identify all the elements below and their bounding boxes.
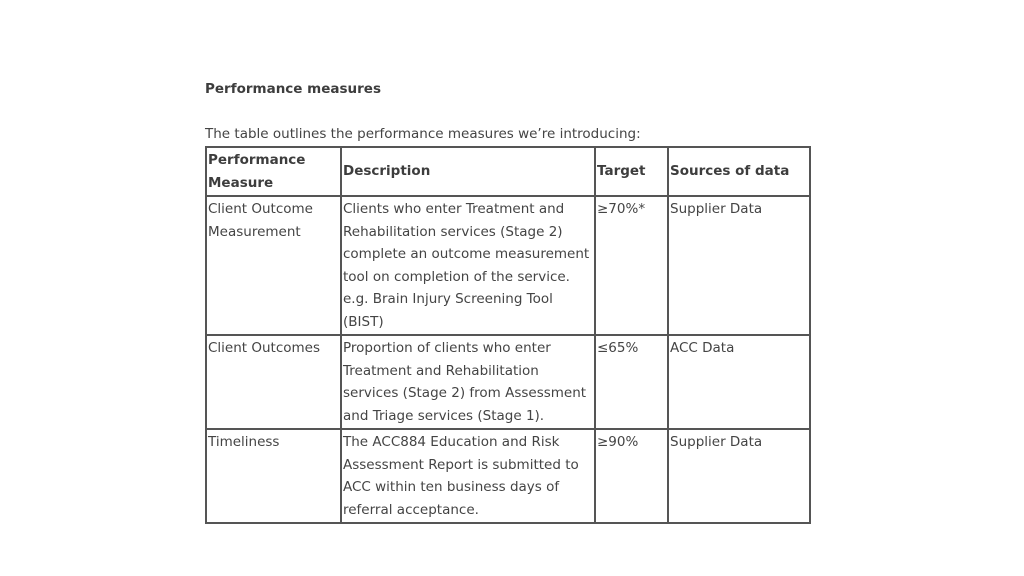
cell-source: Supplier Data (668, 429, 810, 523)
performance-measures-table (205, 146, 811, 524)
cell-description: The ACC884 Education and Risk Assessment Report is submitted to ACC within ten business days of referral acceptance. (341, 429, 595, 523)
table-header-row (206, 147, 810, 196)
header-target: Target (595, 147, 668, 196)
cell-measure: Client Outcomes (206, 335, 341, 429)
header-sources-of-data: Sources of data (668, 147, 810, 196)
table-row (206, 429, 810, 523)
header-performance-measure: Performance Measure (206, 147, 341, 196)
section-intro: The table outlines the performance measures we’re introducing: (205, 126, 641, 142)
cell-measure: Timeliness (206, 429, 341, 523)
cell-measure: Client Outcome Measurement (206, 196, 341, 335)
table-row (206, 196, 810, 335)
cell-source: ACC Data (668, 335, 810, 429)
cell-description: Proportion of clients who enter Treatment and Rehabilitation services (Stage 2) from Assessment and Triage services (Stage 1). (341, 335, 595, 429)
cell-target: ≤65% (595, 335, 668, 429)
cell-target: ≥90% (595, 429, 668, 523)
cell-target: ≥70%* (595, 196, 668, 335)
table-row (206, 335, 810, 429)
cell-description: Clients who enter Treatment and Rehabilitation services (Stage 2) complete an outcome measurement tool on completion of the service. e.g. Brain Injury Screening Tool (BIST) (341, 196, 595, 335)
cell-source: Supplier Data (668, 196, 810, 335)
section-heading: Performance measures (205, 81, 381, 97)
header-description: Description (341, 147, 595, 196)
